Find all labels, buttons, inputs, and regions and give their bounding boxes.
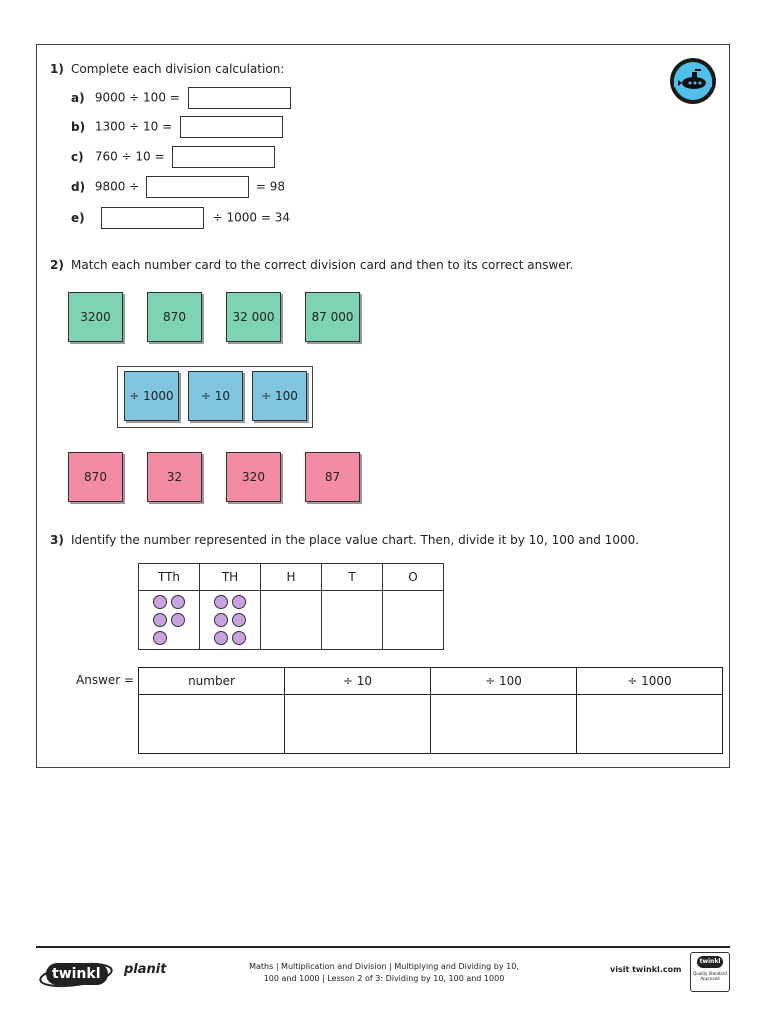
q1a-answer-box[interactable] [188,87,291,109]
answer-header-number: number [139,668,285,695]
footer-line-2: 100 and 1000 | Lesson 2 of 3: Dividing by 10, 100 and 1000 [263,974,505,983]
counter-group [201,595,259,645]
place-value-counter [214,631,228,645]
q1a-expression: 9000 ÷ 100 = [94,90,180,105]
q1-instruction: Complete each division calculation: [71,62,285,76]
division-card[interactable]: ÷ 100 [252,371,307,421]
place-value-counter [153,631,167,645]
place-value-cell [383,591,444,650]
division-card[interactable]: ÷ 10 [188,371,243,421]
column-header-h: H [261,564,322,591]
place-value-counter [232,631,246,645]
q1e-label: e) [71,210,85,225]
quality-badge-text: Quality Standard Approved [693,971,727,981]
number-card[interactable]: 32 000 [226,292,281,342]
q1c-row [71,146,275,168]
column-header-t: T [322,564,383,591]
place-value-counter [171,595,185,609]
q1d-label: d) [71,179,86,194]
planit-logo: planit [124,962,167,977]
answer-card[interactable]: 320 [226,452,281,502]
place-value-counter [214,595,228,609]
q2-number: 2) [50,258,64,272]
footer-line-1: Maths | Multiplication and Division | Multiplying and Dividing by 10, [249,962,519,971]
place-value-cell [139,591,200,650]
q1b-label: b) [71,119,86,134]
answer-cell-div10[interactable] [285,695,431,754]
twinkl-logo-text: twinkl [52,966,101,982]
place-value-counter [232,595,246,609]
place-value-counter [232,613,246,627]
column-header-o: O [383,564,444,591]
q1b-expression: 1300 ÷ 10 = [94,119,173,134]
answer-header-div100: ÷ 100 [431,668,577,695]
place-value-counter [153,595,167,609]
answer-card[interactable]: 32 [147,452,202,502]
answer-header-div1000: ÷ 1000 [577,668,723,695]
answer-cell-div1000[interactable] [577,695,723,754]
place-value-counter [171,613,185,627]
number-card[interactable]: 3200 [68,292,123,342]
place-value-counter [214,613,228,627]
q3-number: 3) [50,533,64,547]
q1e-expression: ÷ 1000 = 34 [212,210,291,225]
q1a-row [71,87,291,109]
place-value-chart [138,563,444,650]
counter-group [140,595,198,645]
q1d-row [71,176,285,198]
q1d-expression: 9800 ÷ [94,179,140,194]
place-value-cell [322,591,383,650]
twinkl-logo [38,955,116,993]
answer-label: Answer = [76,673,135,687]
quality-badge-logo: twinkl [697,956,723,968]
answer-cell-number[interactable] [139,695,285,754]
footer-description [228,961,540,985]
answer-card[interactable]: 87 [305,452,360,502]
q1c-answer-box[interactable] [172,146,275,168]
q1d-answer-box[interactable] [146,176,249,198]
visit-link[interactable]: visit twinkl.com [610,965,682,974]
number-card[interactable]: 87 000 [305,292,360,342]
column-header-tth: TTh [139,564,200,591]
column-header-th: TH [200,564,261,591]
q1d-result: = 98 [255,179,286,194]
place-value-cell [200,591,261,650]
answer-card[interactable]: 870 [68,452,123,502]
place-value-counter [153,613,167,627]
place-value-cell [261,591,322,650]
answer-cell-div100[interactable] [431,695,577,754]
q1e-row [71,207,290,229]
q1b-answer-box[interactable] [180,116,283,138]
answer-header-div10: ÷ 10 [285,668,431,695]
q1a-label: a) [71,90,85,105]
submarine-icon [668,56,718,106]
q1b-row [71,116,283,138]
q1-number: 1) [50,62,64,76]
q1c-label: c) [71,149,84,164]
answer-table [138,667,723,754]
quality-badge-icon [690,952,730,992]
q1e-answer-box[interactable] [101,207,204,229]
q3-instruction: Identify the number represented in the place value chart. Then, divide it by 10, 100 and 1000. [71,533,640,547]
q2-instruction: Match each number card to the correct division card and then to its correct answer. [71,258,574,272]
footer-divider [36,946,730,948]
division-card[interactable]: ÷ 1000 [124,371,179,421]
q1c-expression: 760 ÷ 10 = [94,149,165,164]
number-card[interactable]: 870 [147,292,202,342]
